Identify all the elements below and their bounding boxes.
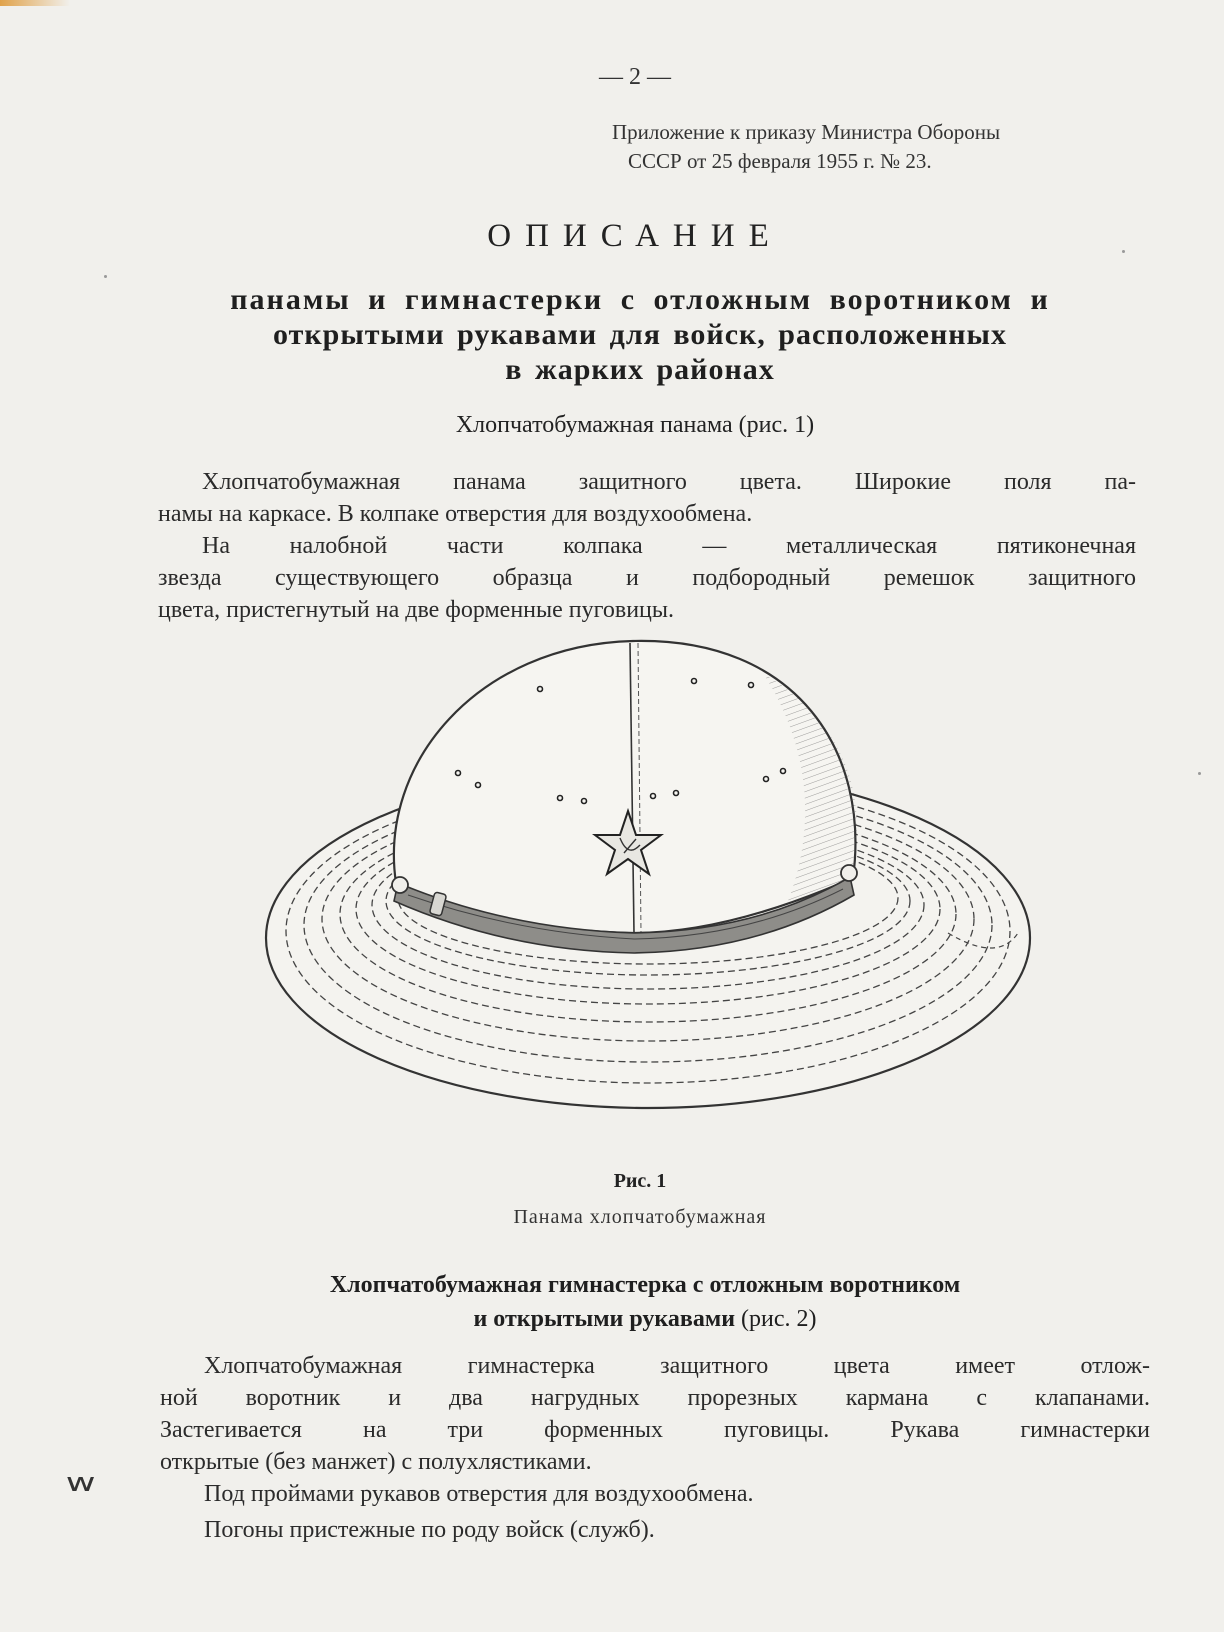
figure-reference: (рис. 2) xyxy=(741,1306,817,1332)
section-heading-panama: Хлопчатобумажная панама (рис. 1) xyxy=(455,412,815,438)
document-subject xyxy=(150,282,1130,387)
section-heading-gymnastyorka xyxy=(0,1268,1224,1336)
subject-line: открытыми рукавами для войск, расположенных xyxy=(273,318,1007,351)
paragraph-line: Хлопчатобумажная гимнастерка защитного цвета имеет отлож- xyxy=(204,1353,1150,1379)
paragraph-line: Застегивается на три форменных пуговицы. Рукава гимнастерки xyxy=(160,1417,1150,1443)
paragraph-line: звезда существующего образца и подбородный ремешок защитного xyxy=(158,565,1136,591)
paragraph-line: намы на каркасе. В колпаке отверстия для воздухообмена. xyxy=(158,501,753,527)
panama-hat-illustration xyxy=(258,633,1038,1153)
subject-line: панамы и гимнастерки с отложным воротником и xyxy=(230,283,1050,316)
scan-speck xyxy=(104,275,107,278)
scan-speck xyxy=(1198,772,1201,775)
appendix-line: Приложение к приказу Министра Обороны xyxy=(612,120,1001,144)
document-title: ОПИСАНИЕ xyxy=(487,218,783,254)
scan-stain xyxy=(0,0,70,6)
appendix-line: СССР от 25 февраля 1955 г. № 23. xyxy=(628,149,932,173)
figure-caption: Панама хлопчатобумажная xyxy=(513,1206,767,1228)
hat-crown xyxy=(394,641,857,933)
handwritten-margin-mark: w xyxy=(65,1468,96,1498)
paragraph-line: цвета, пристегнутый на две форменные пуговицы. xyxy=(158,597,675,623)
paragraph-ventilation: Под проймами рукавов отверстия для воздухообмена. xyxy=(204,1481,754,1507)
paragraph-gymnastyorka-description xyxy=(160,1350,1150,1478)
page-number: — 2 — xyxy=(599,64,671,90)
heading-line xyxy=(0,1302,1224,1336)
scan-speck xyxy=(1122,250,1125,253)
paragraph-line: Хлопчатобумажная панама защитного цвета. Широкие поля па- xyxy=(202,469,1136,495)
paragraph-line: На налобной части колпака — металлическая пятиконечная xyxy=(202,533,1136,559)
paragraph-panama-star xyxy=(158,530,1136,626)
paragraph-line: ной воротник и два нагрудных прорезных кармана с клапанами. xyxy=(160,1385,1150,1411)
heading-bold-part: и открытыми рукавами xyxy=(473,1306,736,1332)
paragraph-line: открытые (без манжет) с полухлястиками. xyxy=(160,1449,592,1475)
figure-label: Рис. 1 xyxy=(613,1170,667,1192)
subject-line: в жарких районах xyxy=(505,353,775,386)
paragraph-panama-description xyxy=(158,466,1136,530)
appendix-reference xyxy=(612,118,1000,176)
heading-line: Хлопчатобумажная гимнастерка с отложным воротником xyxy=(329,1272,961,1298)
paragraph-shoulder-boards: Погоны пристежные по роду войск (служб). xyxy=(204,1517,655,1543)
